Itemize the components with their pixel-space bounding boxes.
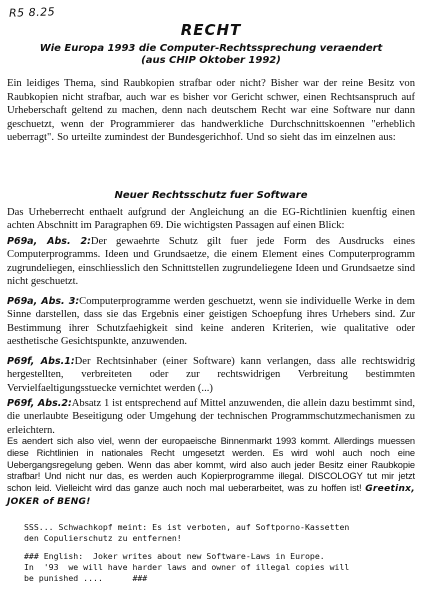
law-paragraph	[7, 235, 415, 289]
handwritten-corner-note: R5 8.25	[8, 5, 56, 20]
footer-note-line-2: den Copulierschutz zu entfernen!	[24, 533, 182, 543]
law-paragraph	[7, 355, 415, 395]
page-subtitle	[0, 43, 422, 67]
law-paragraph	[7, 295, 415, 349]
law-paragraph-label: P69f, Abs.1:	[7, 356, 75, 367]
english-summary-line-2: In '93 we will have harder laws and owner of illegal copies will	[24, 562, 350, 572]
law-paragraph-text: Der gewaehrte Schutz gilt fuer jede Form des Ausdrucks eines Computerprogramms. Ideen und Grundsaetze, die einem Element eines Computerprogramm zugrundeliegen, einschliesslich den Schnittstellen zugrundeliegene Ideen und Grundsaetze sind nicht geschuetzt.	[7, 236, 415, 288]
closing-text: Es aendert sich also viel, wenn der europaeische Binnenmarkt 1993 kommt. Allerdings muessen diese Richtlinien in nationales Recht umgesetzt werden. Es wird wohl auch noch eine Uebergangsregelung geben. Wenn das aber kommt, wird also auch jeder Besitz einer Raubkopie strafbar! Und nicht nur das, es werden auch Kopierprogramme illegal. DISCOLOGY tut mir jetzt schon leid. Vielleicht wird das ganze auch noch mal ueberarbeitet, was zu hoffen ist!	[7, 436, 415, 494]
section-heading: Neuer Rechtsschutz fuer Software	[114, 190, 308, 201]
footer-note-line-1: SSS... Schwachkopf meint: Es ist verboten, auf Softporno-Kassetten	[24, 522, 350, 532]
law-paragraph-label: P69a, Abs. 2:	[7, 236, 91, 247]
subtitle-line-1: Wie Europa 1993 die Computer-Rechtssprechung veraendert	[39, 43, 383, 54]
section-intro-paragraph: Das Urheberrecht enthaelt aufgrund der Angleichung an die EG-Richtlinien kuenftig einen achten Abschnitt im Paragraphen 69. Die wichtigsten Passagen auf einen Blick:	[7, 207, 415, 232]
law-paragraph-label: P69f, Abs.2:	[7, 398, 72, 409]
author-signoff: Greetinx, JOKER of BENG!	[7, 484, 415, 507]
law-paragraph	[7, 397, 415, 437]
intro-paragraph: Ein leidiges Thema, sind Raubkopien strafbar oder nicht? Bisher war der reine Besitz von Raubkopien nicht strafbar, auch war es bisher vor Gericht schwer, einen Rechtsanspruch auf Urheberschaft geltend zu machen, denn nach deutschem Recht war eine Software nur dann geschuetzt, wenn der Programmierer das handwerkliche Durchschnittskoennen "erheblich ueberragt". So urteilte zumindest der Bundesgerichhof. Und so sieht das im einzelnen aus:	[7, 78, 415, 144]
subtitle-line-2: (aus CHIP Oktober 1992)	[141, 55, 281, 66]
english-summary-line-1: ### English: Joker writes about new Software-Laws in Europe.	[24, 551, 325, 561]
english-summary-line-3: be punished .... ###	[24, 573, 148, 583]
law-paragraph-text: Der Rechtsinhaber (einer Software) kann verlangen, dass alle rechtswidrig hergestellten, verbreiteten oder zur rechtswidrigen Verbreitung bestimmten Vervielfaeltigungsstuecke vernichtet werden (...)	[7, 356, 415, 394]
law-paragraph-text: Absatz 1 ist entsprechend auf Mittel anzuwenden, die allein dazu bestimmt sind, die unerlaubte Beseitigung oder Umgehung der technischen Programmschutzmechanismen zu erleichtern.	[7, 398, 415, 436]
page-title: RECHT	[180, 21, 242, 39]
closing-paragraph	[7, 436, 415, 509]
law-paragraph-text: Computerprogramme werden geschuetzt, wenn sie individuelle Werke in dem Sinne darstellen, dass sie das Ergebnis einer geistigen Schoepfung ihres Urhebers sind. Zur Bestimmung ihrer Schutzfaehigkeit sind keine anderen Kriterien, wie qualitative oder aesthetische Gesichtspunkte, anzuwenden.	[7, 296, 415, 348]
law-paragraph-label: P69a, Abs. 3:	[7, 296, 80, 307]
